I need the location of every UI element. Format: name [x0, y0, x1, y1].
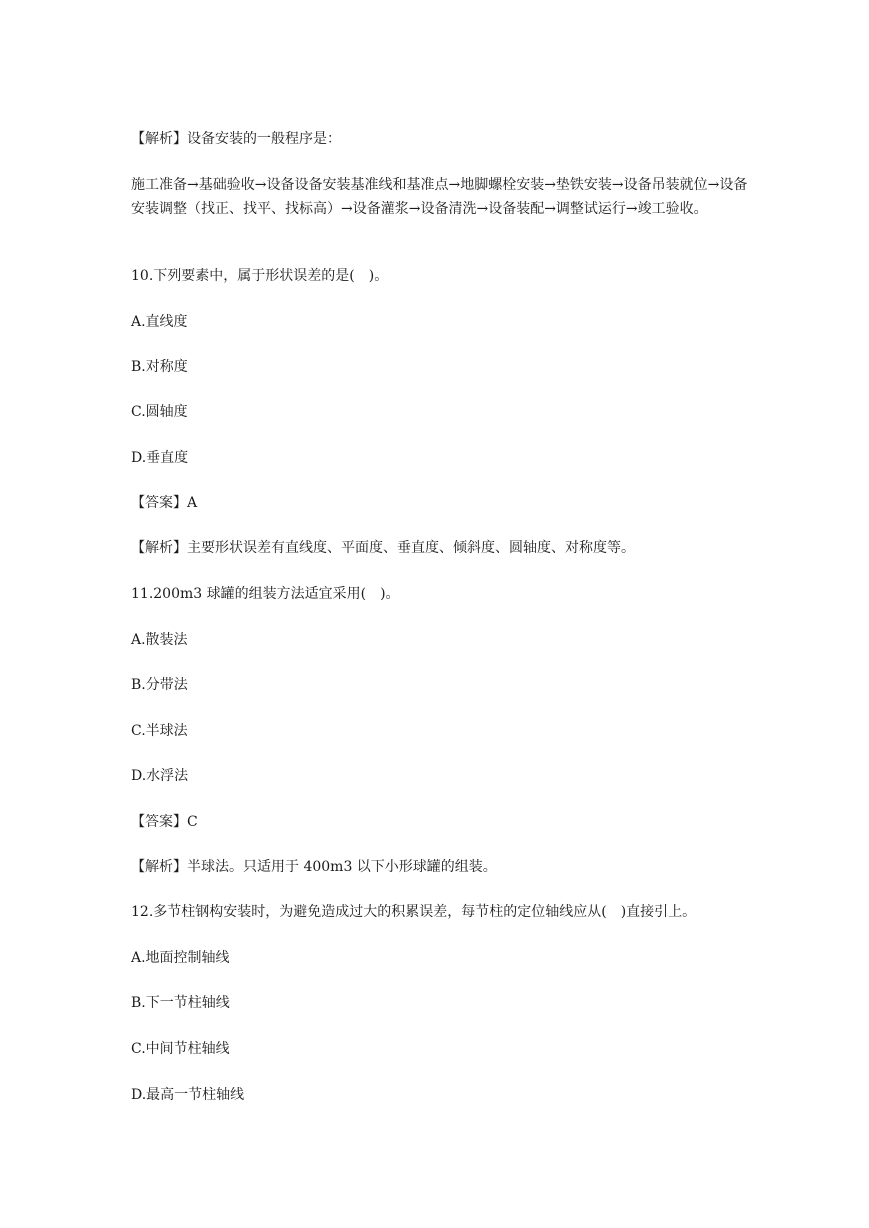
option-c: C.半球法: [131, 723, 188, 739]
option-d: D.最高一节柱轴线: [131, 1087, 245, 1103]
option-c: C.圆轴度: [131, 404, 188, 420]
option-b: B.分带法: [131, 677, 188, 693]
analysis-text: 【解析】半球法。只适用于 400m3 以下小形球罐的组装。: [131, 859, 497, 875]
answer-text: 【答案】C: [131, 814, 198, 830]
question-11: 11.200m3 球罐的组装方法适宜采用( )。: [131, 586, 400, 602]
analysis-text: 【解析】主要形状误差有直线度、平面度、垂直度、倾斜度、圆轴度、对称度等。: [131, 540, 635, 556]
answer-text: 【答案】A: [131, 495, 198, 511]
option-b: B.对称度: [131, 359, 188, 375]
analysis-text: 【解析】设备安装的一般程序是：: [131, 131, 341, 147]
option-c: C.中间节柱轴线: [131, 1041, 230, 1057]
option-a: A.直线度: [131, 314, 188, 330]
question-10: 10.下列要素中，属于形状误差的是( )。: [131, 268, 389, 284]
option-b: B.下一节柱轴线: [131, 995, 230, 1011]
option-a: A.地面控制轴线: [131, 950, 230, 966]
option-a: A.散装法: [131, 632, 188, 648]
installation-procedure-text: 施工准备→基础验收→设备设备安装基准线和基准点→地脚螺栓安装→垫铁安装→设备吊装就位→设备安装调整（找正、找平、找标高）→设备灌浆→设备清洗→设备装配→调整试运行→竣工验收。: [131, 177, 748, 217]
option-d: D.垂直度: [131, 450, 189, 466]
question-12: 12.多节柱钢构安装时，为避免造成过大的积累误差，每节柱的定位轴线应从( )直接引上。: [131, 904, 697, 920]
option-d: D.水浮法: [131, 768, 189, 784]
